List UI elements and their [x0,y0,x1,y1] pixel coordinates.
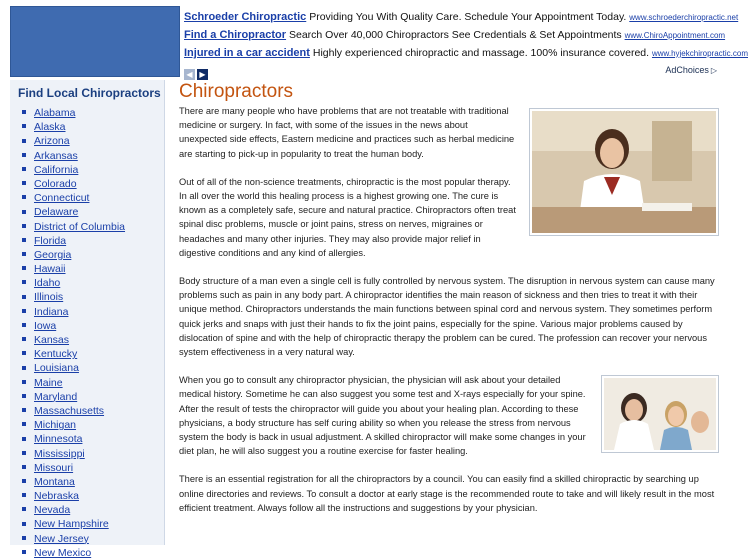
sidebar-item-state [18,333,164,347]
bullet-icon [22,252,26,256]
state-link[interactable]: Illinois [34,291,64,304]
ad-item [184,8,739,26]
bullet-icon [22,280,26,284]
ad-description: Search Over 40,000 Chiropractors See Credentials & Set Appointments [288,29,622,41]
state-link[interactable]: Missouri [34,461,74,474]
sidebar-item-state [18,305,164,319]
bullet-icon [22,550,26,554]
bullet-icon [22,394,26,398]
paragraph: There is an essential registration for all the chiropractors by a council. You can easily find a skilled chiropractic by searching up online directories and reviews. To consult a doctor at early stage is the recommended route to take and will likely result in the most efficient treatment. Always follow all the instructions and suggestions by your physician. [179,474,715,513]
chevron-right-icon[interactable]: ▶ [197,69,208,80]
bullet-icon [22,210,26,214]
bullet-icon [22,224,26,228]
sidebar-item-state [18,418,164,432]
ad-url-link[interactable]: www.ChiroAppointment.com [624,31,726,40]
state-link[interactable]: New Mexico [34,546,92,559]
sidebar-item-state [18,361,164,375]
sidebar-item-state [18,489,164,503]
page-title: Chiropractors [179,81,294,102]
sidebar-item-state [18,248,164,262]
sidebar-item-state [18,432,164,446]
state-link[interactable]: Colorado [34,177,77,190]
paragraph: Out of all of the non-science treatments, chiropractic is the most popular therapy. In all over the world this healing process is a highest growing one. The cure is known as a completely safe, secure and natural practice. Chiropractors often treat spinal disc problems, muscle or joint pains, stress on nerves, migraines or headaches and many other injuries. They may also provide major relief in digestive conditions and any kind of allergies. [179,176,516,258]
ad-description: Highly experienced chiropractic and massage. 100% insurance covered. [312,47,650,59]
sidebar-item-state [18,319,164,333]
sidebar [10,80,165,559]
ad-url-link[interactable]: www.hyjekchiropractic.com [651,49,748,58]
sidebar-item-state [18,134,164,148]
family-photo [601,375,719,453]
bullet-icon [22,337,26,341]
state-link[interactable]: Indiana [34,305,69,318]
ad-title-link[interactable]: Find a Chiropractor [184,29,287,41]
sidebar-item-state [18,461,164,475]
sidebar-item-state [18,163,164,177]
state-link[interactable]: Louisiana [34,362,79,375]
ad-title-link[interactable]: Injured in a car accident [184,47,310,59]
bullet-icon [22,422,26,426]
state-link[interactable]: Idaho [34,277,61,290]
ad-item [184,44,748,62]
state-link[interactable]: Maryland [34,390,78,403]
sidebar-item-state [18,475,164,489]
state-link[interactable]: Iowa [34,319,57,332]
sidebar-item-state [18,390,164,404]
state-link[interactable]: Hawaii [34,263,66,276]
bullet-icon [22,507,26,511]
sidebar-item-state [18,546,164,560]
family-image [604,378,716,450]
bullet-icon [22,167,26,171]
state-link[interactable]: Nebraska [34,490,79,503]
ad-block [184,8,748,62]
state-link[interactable]: Minnesota [34,433,83,446]
bullet-icon [22,451,26,455]
bullet-icon [22,479,26,483]
ad-title-link[interactable]: Schroeder Chiropractic [184,11,307,23]
site-logo-banner[interactable] [10,6,180,77]
state-link[interactable]: Arkansas [34,149,78,162]
bullet-icon [22,181,26,185]
state-link[interactable]: Montana [34,475,75,488]
state-link[interactable]: Florida [34,234,67,247]
sidebar-title: Find Local Chiropractors [18,86,161,100]
sidebar-item-state [18,276,164,290]
state-link[interactable]: New Jersey [34,532,89,545]
ad-navigation [184,64,210,79]
state-link[interactable]: Mississippi [34,447,85,460]
bullet-icon [22,295,26,299]
bullet-icon [22,437,26,441]
bullet-icon [22,536,26,540]
bullet-icon [22,266,26,270]
state-link[interactable]: New Hampshire [34,518,109,531]
bullet-icon [22,238,26,242]
bullet-icon [22,408,26,412]
ad-url-link[interactable]: www.schroederchiropractic.net [629,13,739,22]
state-link[interactable]: Georgia [34,248,72,261]
state-link[interactable]: Alabama [34,107,76,119]
doctor-photo [529,108,719,236]
state-link[interactable]: Nevada [34,504,71,517]
sidebar-item-state [18,106,164,120]
ad-item [184,26,724,44]
state-link[interactable]: California [34,163,79,176]
sidebar-item-state [18,447,164,461]
bullet-icon [22,195,26,199]
state-link[interactable]: Arizona [34,135,70,148]
bullet-icon [22,351,26,355]
state-link[interactable]: Maine [34,376,63,389]
sidebar-item-state [18,290,164,304]
sidebar-item-state [18,177,164,191]
bullet-icon [22,522,26,526]
state-link[interactable]: District of Columbia [34,220,126,233]
bullet-icon [22,309,26,313]
bullet-icon [22,323,26,327]
bullet-icon [22,124,26,128]
sidebar-item-state [18,149,164,163]
sidebar-item-state [18,120,164,134]
adchoices-link[interactable] [665,65,717,75]
main-content [179,78,719,515]
sidebar-item-state [18,404,164,418]
paragraph: Body structure of a man even a single cell is fully controlled by nervous system. The disruption in nervous system can cause many problems such as pain in any body part. A chiropractor identifies the main reason of sickness and then tries to treat it with their unique method. Chiropractors understands the main functions between spinal cord and nervous system. They sometimes perform quick jerks and snaps with just their hands to fix the joint pains, especially for the spine. Various major problems caused by dislocation of spine and with the help of chiropractic therapy the problem can be cured. The profession can recover your nervous system effectiveness in a very natural way. [179,276,715,358]
state-link[interactable]: Kansas [34,334,70,346]
sidebar-item-state [18,347,164,361]
state-link[interactable]: Connecticut [34,192,90,205]
adchoices-label: AdChoices [665,65,709,75]
adchoices-icon: ▷ [710,66,717,75]
chevron-left-icon[interactable]: ◀ [184,69,195,80]
state-link[interactable]: Delaware [34,206,79,219]
sidebar-item-state [18,517,164,531]
bullet-icon [22,153,26,157]
sidebar-item-state [18,220,164,234]
sidebar-item-state [18,532,164,546]
bullet-icon [22,139,26,143]
sidebar-item-state [18,376,164,390]
bullet-icon [22,110,26,114]
paragraph: When you go to consult any chiropractor physician, the physician will ask about your detailed medical history. Sometime he can also suggest you some test and X-rays especially for your spine. After the result of tests the chiropractor will guide you about your healing plan. According to these physicians, a body structure has self curing ability so when you release the stress from nervous system the body is back in usual adjustment. A skilled chiropractor will make some changes in your diet plan, he will also suggest you a routine exercise for faster healing. [179,375,586,457]
paragraph: There are many people who have problems that are not treatable with traditional medicine or surgery. In fact, with some of the issues in the news about unexpected side effects, Eastern medicine and practices such as herbal medicine are starting to pick-up in popularity to treat the human body. [179,106,515,159]
bullet-icon [22,493,26,497]
sidebar-item-state [18,262,164,276]
bullet-icon [22,380,26,384]
sidebar-item-state [18,503,164,517]
bullet-icon [22,465,26,469]
state-list [10,106,164,560]
sidebar-item-state [18,191,164,205]
state-link[interactable]: Alaska [34,121,66,134]
sidebar-item-state [18,205,164,219]
bullet-icon [22,366,26,370]
ad-description: Providing You With Quality Care. Schedule Your Appointment Today. [309,11,627,23]
doctor-image [532,111,716,233]
state-link[interactable]: Michigan [34,419,77,432]
state-link[interactable]: Kentucky [34,348,78,361]
sidebar-item-state [18,234,164,248]
state-link[interactable]: Massachusetts [34,404,105,417]
